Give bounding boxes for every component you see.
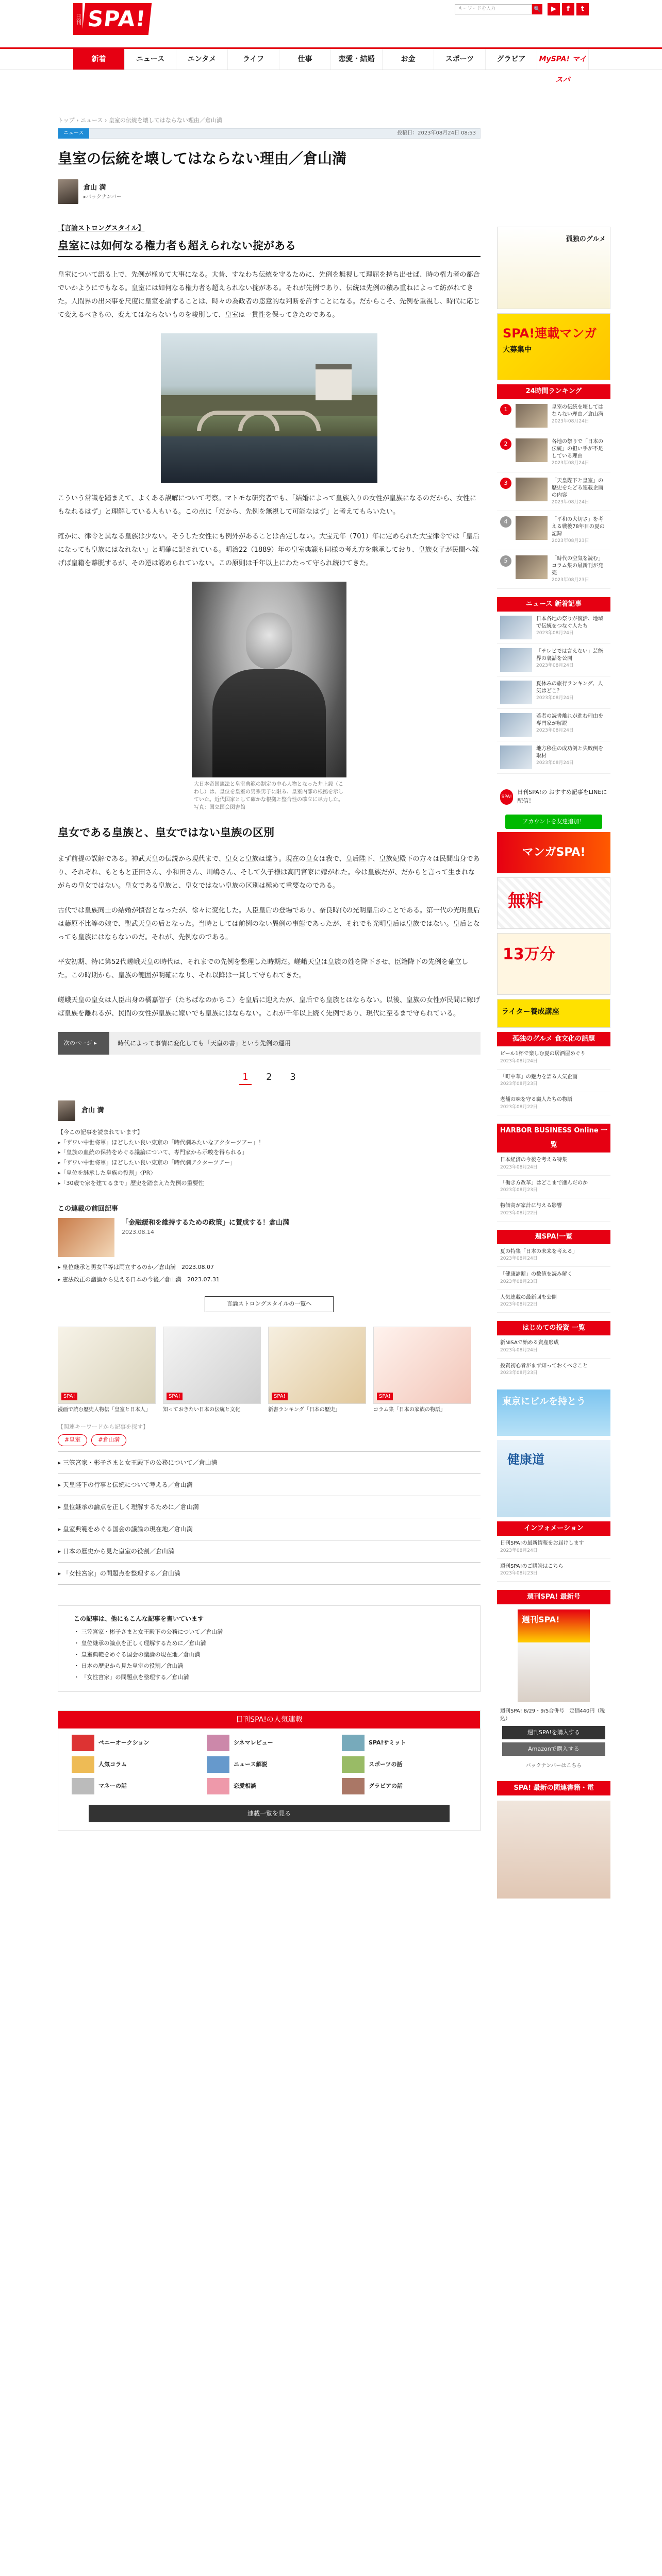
ranking-item[interactable] xyxy=(497,399,610,433)
list-title: 「働き方改革」はどこまで進んだのか xyxy=(500,1180,588,1186)
book-cover[interactable] xyxy=(497,1801,610,1899)
news-date: 2023年08月24日 xyxy=(536,728,574,734)
site-logo[interactable] xyxy=(73,3,150,35)
popular-item[interactable] xyxy=(207,1735,332,1751)
page-2[interactable]: 2 xyxy=(266,1071,272,1082)
paragraph: 皇室について語る上で、先例が極めて大事になる。大昔、すなわち伝統を守るために、先例を無視して理屈を持ち出せば、時の権力者の都合でいかようにでもなる。皇室には如何なる権力者も超えられない掟がある。それが先例であり、伝統は先例の積み重ねによって紡がれてきた。人間界の出来事を尺度に皇室を論ずることは、時々の為政者の恣意的な判断を許すことになる。だからこそ、先例を重視し、時代に応じて変えるべきもの、変えてはならないものを峻別して、皇室は一貫性を保ってきたのである。 xyxy=(58,271,480,319)
related-thumbnail xyxy=(58,1218,114,1257)
news-box xyxy=(497,597,610,774)
bottom-link[interactable]: ▸ 天皇陛下の行事と伝統について考える／倉山満 xyxy=(58,1474,481,1496)
popular-item[interactable] xyxy=(342,1756,467,1773)
more-articles-heading: この記事は、他にもこんな記事を書いています xyxy=(74,1615,204,1622)
news-thumbnail xyxy=(500,745,532,769)
list-date: 2023年08月22日 xyxy=(500,1210,538,1216)
ranking-item[interactable] xyxy=(497,472,610,512)
popular-label: スポーツの話 xyxy=(369,1760,403,1768)
popular-label: グラビアの話 xyxy=(369,1782,403,1789)
list-title: 物価高が家計に与える影響 xyxy=(500,1203,562,1209)
news-item[interactable] xyxy=(497,644,610,676)
list-date: 2023年08月24日 xyxy=(500,1164,538,1170)
nav-money[interactable]: お金 xyxy=(383,49,434,70)
rank-title: 「天皇陛下と皇室」の歴史をたどる連載企画の内容 xyxy=(552,478,603,498)
hbo-heading: HARBOR BUSINESS Online 一覧 xyxy=(497,1124,610,1153)
more-article-link[interactable]: ・ 皇位継承の論点を正しく理解するために／倉山満 xyxy=(74,1639,206,1647)
manga-text: 知っておきたい日本の伝統と文化 xyxy=(163,1406,240,1413)
rank-date: 2023年08月24日 xyxy=(552,461,589,466)
list-title: 新NISAで始める資産形成 xyxy=(500,1340,559,1346)
ranking-box xyxy=(497,384,610,589)
ad-text: 東京にビルを持とう xyxy=(502,1396,586,1408)
popular-series-box xyxy=(58,1710,481,1831)
bio-link[interactable]: ▸「ザワい中世将軍」ほどしたい良い東京の「時代劇アクターツアー」 xyxy=(58,1159,236,1166)
news-thumbnail xyxy=(500,648,532,672)
ad-banner-tokyo[interactable] xyxy=(497,1389,610,1436)
tag-list xyxy=(58,1434,481,1446)
more-article-link[interactable]: ・ 皇室典範をめぐる国会の議論の現在地／倉山満 xyxy=(74,1651,201,1658)
paragraph: 平安初期、特に第52代嵯峨天皇の時代は、それまでの先例を整理した時期だ。嵯峨天皇は皇族の姓を降下させ、臣籍降下の先例を確立した。この時期から、皇族の範囲が明確になり、それ以降は一貫して守られてきた。 xyxy=(58,958,469,979)
more-articles-box xyxy=(58,1605,481,1692)
nav-life[interactable]: ライフ xyxy=(228,49,279,70)
list-item[interactable] xyxy=(497,1244,610,1267)
bio-link[interactable]: ▸「30歳で家を建てるまで」歴史を踏まえた先例の重要性 xyxy=(58,1179,204,1187)
popular-heading: 日刊SPA!の人気連載 xyxy=(58,1711,480,1728)
hajime-box xyxy=(497,1321,610,1381)
ranking-item[interactable] xyxy=(497,433,610,472)
news-heading: ニュース 新着記事 xyxy=(497,597,610,612)
rank-thumbnail xyxy=(516,438,548,462)
paragraph: 確かに、律令と異なる皇族は少ない。そうした女性にも例外があることは否定しない。大宝元年（701）年に定められた大宝律令では「皇后になっても皇族にはなれない」と明確に記されている。明治22（1889）年の皇室典範も同様の考え方を継承しており、皇族女子が民間へ嫁げば皇籍を離脱するが、その逆は認められていない。この原則は千年以上にわたって守られ続けてきた。 xyxy=(58,533,479,568)
paragraph: まず前提の誤解である。神武天皇の伝説から現代まで、皇女と皇族は違う。現在の皇女は我で、皇后陛下、皇族妃殿下の方々は民間出身であり、それぞれ、もともと正田さん、小和田さん、川嶋さん、そして久子様は高円宮家に嫁がれた。今は皇族だが、だからと言って生まれながらの皇女ではない。皇女である皇族と、皇女ではない皇族の区別は極めて重要なのである。 xyxy=(58,855,480,890)
popular-label: 人気コラム xyxy=(98,1760,127,1768)
list-title: 日刊SPA!の最新情報をお届けします xyxy=(500,1540,584,1547)
news-item[interactable] xyxy=(497,741,610,774)
nav-gravure[interactable]: グラビア xyxy=(486,49,537,70)
manga-card[interactable] xyxy=(373,1327,471,1414)
rank-thumbnail xyxy=(516,478,548,501)
list-item[interactable] xyxy=(497,1267,610,1290)
rank-number: 5 xyxy=(500,555,511,567)
ad-text: ライター養成講座 xyxy=(502,1008,559,1016)
manga-badge: SPA! xyxy=(377,1393,393,1400)
nav-news[interactable]: ニュース xyxy=(125,49,176,70)
nav-new[interactable]: 新着 xyxy=(73,49,125,70)
books-box xyxy=(497,1781,610,1899)
popular-item[interactable] xyxy=(207,1778,332,1794)
ad-text: 健康道 xyxy=(507,1452,544,1467)
facebook-icon[interactable]: f xyxy=(562,3,574,15)
list-item[interactable] xyxy=(497,1070,610,1093)
sidebar xyxy=(497,227,610,1907)
section-heading: 皇女である皇族と、皇女ではない皇族の区別 xyxy=(58,826,274,839)
ad-banner-13[interactable] xyxy=(497,933,610,995)
news-title: 夏休みの旅行ランキング、人気はどこ？ xyxy=(536,681,603,694)
ad-banner-kenko[interactable] xyxy=(497,1440,610,1517)
article-main xyxy=(58,116,481,1846)
list-item[interactable] xyxy=(497,1335,610,1359)
list-item[interactable] xyxy=(497,1153,610,1176)
rank-title: 各地の祭りで「日本の伝統」の担い手が不足している理由 xyxy=(552,439,603,459)
bottom-links xyxy=(58,1451,481,1585)
bunshun-heading: 週SPA!一覧 xyxy=(497,1230,610,1244)
manga-image xyxy=(163,1327,261,1404)
photo-caption: 大日本帝国憲法と皇室典範の制定の中心人物となった井上毅（こわし）は、皇位を皇室の男系男子に限る、皇室内部の根拠を示していた。近代国家として確かな根拠と整合性の確立に尽力した。写真：国立国会図書館 xyxy=(194,782,343,811)
manga-text: 漫画で読む歴史人物伝「皇室と日本人」 xyxy=(58,1406,151,1413)
list-item[interactable] xyxy=(497,1176,610,1199)
author-avatar[interactable] xyxy=(58,179,78,204)
list-title: 「町中華」の魅力を語る人気企画 xyxy=(500,1074,577,1080)
bottom-link[interactable]: ▸ 日本の歴史から見た皇室の役割／倉山満 xyxy=(58,1540,481,1563)
bio-link[interactable]: ▸「皇位を継承した皇族の役割」〈PR〉 xyxy=(58,1169,156,1176)
list-date: 2023年08月23日 xyxy=(500,1370,538,1376)
bio-link[interactable]: ▸「ザワい中世将軍」ほどしたい良い東京の「時代劇みたいなアクターツアー」！ xyxy=(58,1139,264,1146)
list-item[interactable] xyxy=(497,1559,610,1582)
popular-label: ニュース解説 xyxy=(234,1760,268,1768)
news-title: 日本各地の祭りが復活、地域で伝統をつなぐ人たち xyxy=(536,616,603,630)
ad-text: 無料 xyxy=(508,891,543,912)
list-title: 老舗の味を守る職人たちの物語 xyxy=(500,1097,572,1103)
site-header xyxy=(0,0,662,47)
series-name[interactable]: 【言論ストロングスタイル】 xyxy=(58,225,145,233)
author-name[interactable]: 倉山 満 xyxy=(81,1107,104,1115)
popular-item[interactable] xyxy=(342,1778,467,1794)
popular-item[interactable] xyxy=(72,1778,196,1794)
lead-heading: 皇室には如何なる権力者も超えられない掟がある xyxy=(58,238,481,258)
magazine-cover-title: 週刊SPA! xyxy=(522,1615,560,1625)
news-thumbnail xyxy=(500,713,532,737)
list-title: 日本経済の今後を考える特集 xyxy=(500,1157,567,1163)
popular-label: SPA!サミット xyxy=(369,1739,406,1746)
rank-date: 2023年08月24日 xyxy=(552,419,589,424)
pagination xyxy=(58,1070,481,1085)
list-item[interactable] xyxy=(497,1290,610,1313)
info-heading: インフォメーション xyxy=(497,1521,610,1536)
news-date: 2023年08月24日 xyxy=(536,696,574,701)
rank-date: 2023年08月23日 xyxy=(552,538,589,544)
meta-bar xyxy=(58,128,481,139)
manga-card[interactable] xyxy=(268,1327,366,1414)
social-links xyxy=(548,3,589,15)
page-3[interactable]: 3 xyxy=(290,1071,296,1082)
ad-banner-manga[interactable] xyxy=(497,313,610,380)
bottom-link[interactable]: ▸ 「女性宮家」の問題点を整理する／倉山満 xyxy=(58,1563,481,1585)
tag-label: 【関連キーワードから記事を探す】 xyxy=(58,1423,148,1430)
related-list xyxy=(58,1261,481,1286)
magazine-box xyxy=(497,1590,610,1773)
list-title: 「健康診断」の数値を読み解く xyxy=(500,1272,572,1278)
more-article-link[interactable]: ・ 三笠宮家・彬子さまと女王殿下の公務について／倉山満 xyxy=(74,1628,223,1635)
next-page-label: 次のページ ▸ xyxy=(58,1032,109,1055)
bottom-link[interactable]: ▸ 三笠宮家・彬子さまと女王殿下の公務について／倉山満 xyxy=(58,1452,481,1474)
popular-label: ペニーオークション xyxy=(98,1739,150,1746)
follow-text: 日刊SPA!の おすすめ記事をLINEに配信！ xyxy=(517,789,607,804)
related-date: 2023.08.14 xyxy=(122,1228,154,1235)
news-date: 2023年08月24日 xyxy=(536,663,574,669)
more-article-link[interactable]: ・ 日本の歴史から見た皇室の役割／倉山満 xyxy=(74,1662,184,1669)
series-list-button[interactable]: 言論ストロングスタイルの一覧へ xyxy=(205,1296,334,1312)
popular-item[interactable] xyxy=(72,1756,196,1773)
ranking-heading: 24時間ランキング xyxy=(497,384,610,399)
ad-text: SPA!連載マンガ xyxy=(503,326,597,341)
news-title: 若者の読書離れが進む理由を専門家が解説 xyxy=(536,714,603,727)
list-title: 夏の特集「日本の未来を考える」 xyxy=(500,1248,577,1255)
manga-badge: SPA! xyxy=(167,1393,183,1400)
related-title: 「金融緩和を維持するための政策」に賛成する！倉山満 xyxy=(122,1219,290,1227)
popular-label: シネマレビュー xyxy=(234,1739,273,1746)
rank-number: 2 xyxy=(500,438,511,450)
popular-item[interactable] xyxy=(207,1756,332,1773)
rank-thumbnail xyxy=(516,516,548,540)
list-title: 人気連載の最新回を公開 xyxy=(500,1294,557,1300)
popular-item[interactable] xyxy=(342,1735,467,1751)
manga-text: 新書ランキング「日本の歴史」 xyxy=(268,1406,340,1413)
nav-entame[interactable]: エンタメ xyxy=(176,49,228,70)
rank-title: 皇室の伝統を壊してはならない理由／倉山満 xyxy=(552,404,603,417)
nav-myspa[interactable]: MySPA! マイスパ xyxy=(537,49,589,70)
manga-card[interactable] xyxy=(163,1327,261,1414)
rank-date: 2023年08月23日 xyxy=(552,577,589,583)
list-date: 2023年08月23日 xyxy=(500,1081,538,1087)
hajime-heading: はじめての投資 一覧 xyxy=(497,1321,610,1335)
bottom-link[interactable]: ▸ 皇位継承の論点を正しく理解するために／倉山満 xyxy=(58,1496,481,1518)
news-title: 地方移住の成功例と失敗例を取材 xyxy=(536,746,603,759)
list-date: 2023年08月22日 xyxy=(500,1104,538,1110)
imperial-palace-photo xyxy=(161,333,377,483)
nav-sports[interactable]: スポーツ xyxy=(434,49,486,70)
rank-date: 2023年08月24日 xyxy=(552,499,589,505)
news-title: 「テレビでは言えない」芸能界の裏話を公開 xyxy=(536,649,603,662)
logo-text: SPA! xyxy=(82,3,152,35)
next-page-box[interactable] xyxy=(58,1032,481,1055)
related-link[interactable]: ▸ 憲法改正の議論から見える日本の今後／倉山満 2023.07.31 xyxy=(58,1276,220,1283)
ad-text: 13万分 xyxy=(503,945,555,964)
news-date: 2023年08月24日 xyxy=(536,760,574,766)
list-date: 2023年08月22日 xyxy=(500,1302,538,1308)
related-link[interactable]: ▸ 皇位継承と男女平等は両立するのか／倉山満 2023.08.07 xyxy=(58,1264,214,1271)
manga-badge: SPA! xyxy=(272,1393,288,1400)
buy-magazine-button[interactable]: 週刊SPA!を購入する xyxy=(502,1726,605,1739)
list-item[interactable] xyxy=(497,1359,610,1382)
list-item[interactable] xyxy=(497,1046,610,1070)
popular-label: マネーの話 xyxy=(98,1782,127,1789)
page-1[interactable]: 1 xyxy=(239,1070,252,1085)
bunshun-box xyxy=(497,1230,610,1313)
paragraph: 嵯峨天皇の皇女は人臣出身の橘嘉智子（たちばなのかちこ）を皇后に迎えたが、皇后でも皇族とはならない。以後、皇族の女性が民間に嫁げば皇族を離れるが、民間の女性が皇族に嫁いでも皇族にはならない。これが千年以上続く先例であり、現代に至るまで守られている。 xyxy=(58,996,481,1018)
backnumber-link[interactable]: バックナンバーはこちら xyxy=(525,1763,582,1769)
magazine-cover[interactable] xyxy=(518,1609,590,1702)
list-date: 2023年08月23日 xyxy=(500,1279,538,1284)
search-icon[interactable]: 🔍 xyxy=(532,4,542,14)
ad-text: 孤独のグルメ xyxy=(566,235,606,243)
popular-label: 恋愛相談 xyxy=(234,1782,256,1789)
news-item[interactable] xyxy=(497,612,610,644)
spa-icon: SPA! xyxy=(500,789,513,805)
popular-item[interactable] xyxy=(72,1735,196,1751)
bio-line: 【今この記事を読まれています】 xyxy=(58,1128,143,1136)
list-title: 週刊SPA!のご購読はこちら xyxy=(500,1563,564,1569)
list-date: 2023年08月24日 xyxy=(500,1548,538,1553)
portrait-photo xyxy=(192,582,346,777)
ad-banner-mangaspa[interactable]: マンガSPA! xyxy=(497,832,610,873)
author-bio xyxy=(58,1127,481,1189)
author-avatar[interactable] xyxy=(58,1100,75,1121)
logo-sub: 日刊 xyxy=(73,3,82,35)
breadcrumb[interactable]: トップ › ニュース › 皇室の伝統を壊してはならない理由／倉山満 xyxy=(58,117,222,124)
related-headline: この連載の前回記事 xyxy=(58,1205,119,1213)
list-title: 投資初心者がまず知っておくべきこと xyxy=(500,1363,588,1369)
line-add-button[interactable]: アカウントを友達追加！ xyxy=(505,815,602,829)
manga-card[interactable] xyxy=(58,1327,156,1414)
category-badge[interactable]: ニュース xyxy=(58,128,89,139)
page-title: 皇室の伝統を壊してはならない理由／倉山満 xyxy=(58,149,347,167)
line-follow xyxy=(497,782,610,811)
manga-image xyxy=(268,1327,366,1404)
ad-banner-free[interactable] xyxy=(497,877,610,929)
list-title: ビール1杯で楽しむ夏の居酒屋めぐり xyxy=(500,1051,586,1057)
gourmet-heading: 孤独のグルメ 食文化の話題 xyxy=(497,1032,610,1046)
portrait-figure xyxy=(192,582,346,811)
related-card[interactable] xyxy=(58,1218,481,1257)
author-profile xyxy=(58,1100,481,1121)
manga-badge: SPA! xyxy=(61,1393,77,1400)
bottom-link[interactable]: ▸ 皇室典範をめぐる国会の議論の現在地／倉山満 xyxy=(58,1518,481,1540)
news-date: 2023年08月24日 xyxy=(536,631,574,636)
amazon-button[interactable]: Amazonで購入する xyxy=(502,1742,605,1756)
paragraph: 古代では皇族同士の結婚が慣習となったが、徐々に変化した。人臣皇后の登場であり、奈良時代の光明皇后のことである。第一代の光明皇后は藤原不比等の娘で、聖武天皇の后となった。当時としては前例のない異例の事態であったが、それでも光明皇后は皇族ではない。皇后となっても皇族にはならないのだ。それが、先例なのである。 xyxy=(58,906,481,941)
youtube-icon[interactable]: ▶ xyxy=(548,3,560,15)
bio-link[interactable]: ▸「皇族の血統の保持をめぐる議論について、専門家から示唆を得られる」 xyxy=(58,1149,248,1156)
search-input[interactable]: キーワードを入力 xyxy=(455,4,532,14)
series-all-button[interactable]: 連載一覧を見る xyxy=(89,1805,450,1822)
author-name[interactable]: 倉山 満 xyxy=(84,184,106,192)
rank-number: 3 xyxy=(500,478,511,489)
ranking-item[interactable] xyxy=(497,550,610,589)
ad-banner-writer[interactable] xyxy=(497,999,610,1028)
news-thumbnail xyxy=(500,616,532,639)
nav-work[interactable]: 仕事 xyxy=(279,49,331,70)
ranking-item[interactable] xyxy=(497,511,610,550)
twitter-icon[interactable]: t xyxy=(576,3,589,15)
hbo-box xyxy=(497,1124,610,1222)
magazine-text: 週刊SPA! 8/29・9/5合併号 定価440円（税込） xyxy=(500,1708,605,1722)
rank-number: 4 xyxy=(500,516,511,528)
magazine-heading: 週刊SPA! 最新号 xyxy=(497,1590,610,1604)
list-date: 2023年08月24日 xyxy=(500,1256,538,1262)
list-item[interactable] xyxy=(497,1536,610,1559)
list-date: 2023年08月24日 xyxy=(500,1347,538,1353)
tag-item[interactable]: #倉山満 xyxy=(91,1434,126,1446)
list-date: 2023年08月24日 xyxy=(500,1058,538,1064)
rank-thumbnail xyxy=(516,555,548,579)
manga-image xyxy=(373,1327,471,1404)
author-row xyxy=(58,179,481,204)
info-box xyxy=(497,1521,610,1582)
nav-love[interactable]: 恋愛・結婚 xyxy=(331,49,383,70)
tag-item[interactable]: #皇室 xyxy=(58,1434,87,1446)
manga-image xyxy=(58,1327,156,1404)
ad-banner-gourmet[interactable] xyxy=(497,227,610,309)
list-date: 2023年08月23日 xyxy=(500,1571,538,1577)
news-item[interactable] xyxy=(497,709,610,741)
list-item[interactable] xyxy=(497,1198,610,1222)
rank-thumbnail xyxy=(516,404,548,428)
paragraph: こういう常識を踏まえて、よくある誤解について考察。マトモな研究者でも、「結婚によって皇族入りの女性が皇族になるのだから、女性にもなれるはず」と理解している人もいる。この点に「だから、先例を無視して可能なはず」と考えてもらいたい。 xyxy=(58,495,476,516)
books-heading: SPA! 最新の関連書籍・電 xyxy=(497,1781,610,1795)
more-article-link[interactable]: ・ 「女性宮家」の問題点を整理する／倉山満 xyxy=(74,1673,189,1681)
rank-number: 1 xyxy=(500,404,511,415)
rank-title: 「時代の空気を読む」コラム集の最新刊が発売 xyxy=(552,555,603,576)
gourmet-box xyxy=(497,1032,610,1115)
list-date: 2023年08月23日 xyxy=(500,1188,538,1193)
ad-text: 大募集中 xyxy=(503,346,532,354)
rank-title: 「平和の大切さ」を考える戦後78年目の夏の記録 xyxy=(552,517,605,537)
list-item[interactable] xyxy=(497,1092,610,1115)
author-backnumber-link[interactable]: ▸バックナンバー xyxy=(84,194,122,200)
manga-text: コラム集「日本の家族の物語」 xyxy=(373,1406,445,1413)
popular-grid xyxy=(58,1728,480,1801)
manga-row xyxy=(58,1327,481,1414)
global-nav xyxy=(0,47,662,84)
news-item[interactable] xyxy=(497,676,610,709)
next-page-title: 時代によって事情に変化しても「天皇の書」という先例の運用 xyxy=(118,1039,291,1047)
news-thumbnail xyxy=(500,681,532,704)
posted-date: 投稿日：2023年08月24日 08:53 xyxy=(397,130,476,136)
